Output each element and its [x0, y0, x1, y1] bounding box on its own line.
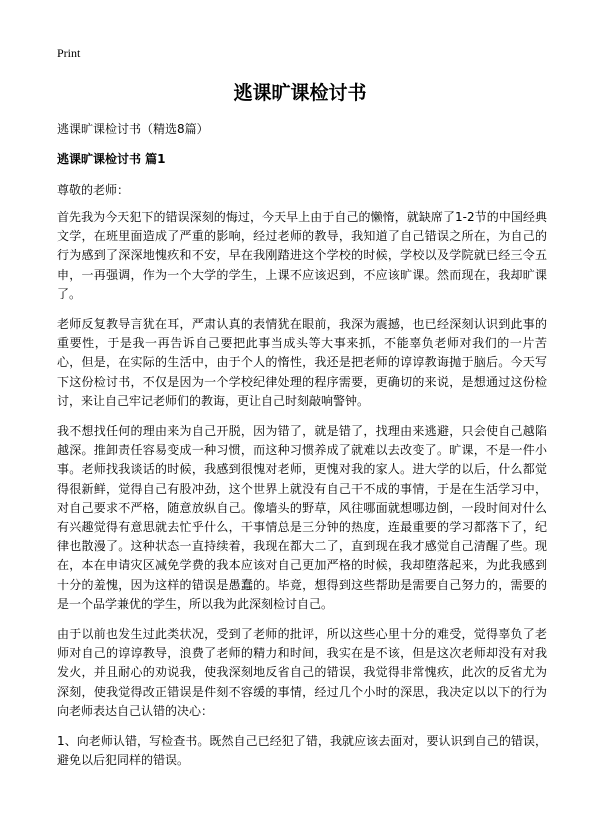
document-subtitle: 逃课旷课检讨书（精选8篇）	[57, 122, 209, 136]
paragraph: 老师反复教导言犹在耳，严肃认真的表情犹在眼前，我深为震撼，也已经深刻认识到此事的重要性，于是我一再告诉自己要把此事当成头等大事来抓，不能辜负老师对我们的一片苦心，但是，在实际的生活中，由于个人的惰性，我还是把老师的谆谆教诲抛于脑后。今天写下这份检讨书，不仅是因为一个学校纪律处理的程序需要，更确切的来说，是想通过这份检讨，来让自己牢记老师们的教诲，更让自己时刻敲响警钟。	[57, 317, 547, 408]
page-title: 逃课旷课检讨书	[233, 82, 367, 104]
section-heading: 逃课旷课检讨书 篇1	[57, 152, 166, 166]
print-link[interactable]: Print	[57, 46, 81, 60]
letter-body	[57, 208, 547, 781]
paragraph: 1、向老师认错，写检查书。既然自己已经犯了错，我就应该去面对，要认识到自己的错误，避免以后犯同样的错误。	[57, 734, 547, 768]
paragraph: 我不想找任何的理由来为自己开脱，因为错了，就是错了，找理由来逃避，只会使自己越陷越深。推卸责任容易变成一种习惯，而这种习惯养成了就难以去改变了。旷课，不是一件小事。老师找我谈话的时候，我感到很愧对老师，更愧对我的家人。进大学的以后，什么都觉得很新鲜，觉得自己有股冲劲，这个世界上就没有自己干不成的事情，于是在生活学习中，对自己要求不严格，随意放纵自己。像墙头的野草，风往哪面就想哪边倒，一段时间对什么有兴趣觉得有意思就去忙乎什么，干事情总是三分钟的热度，连最重要的学习都落下了，纪律也散漫了。这种状态一直持续着，我现在都大二了，直到现在我才感觉自己清醒了些。现在，本在申请灾区减免学费的我本应该对自己更加严格的时候，我却堕落起来，为此我感到十分的羞愧，因为这样的错误是愚蠢的。毕竟，想得到这些帮助是需要自己努力的，需要的是一个品学兼优的学生，所以我为此深刻检讨自己。	[57, 424, 547, 611]
salutation: 尊敬的老师：	[57, 183, 130, 197]
paragraph: 首先我为今天犯下的错误深刻的悔过，今天早上由于自己的懒惰，就缺席了1-2节的中国经典文学，在班里面造成了严重的影响，经过老师的教导，我知道了自己错误之所在，为自己的行为感到了深深地愧疚和不安，早在我刚踏进这个学校的时候，学校以及学院就已经三令五申，一再强调，作为一个大学的学生，上课不应该迟到，不应该旷课。然而现在，我却旷课了。	[57, 210, 547, 301]
paragraph: 由于以前也发生过此类状况，受到了老师的批评，所以这些心里十分的难受，觉得辜负了老师对自己的谆谆教导，浪费了老师的精力和时间，我实在是不该，但是这次老师却没有对我发火，并且耐心的劝说我，使我深刻地反省自己的错误，我觉得非常愧疚，此次的反省尤为深刻，使我觉得改正错误是件刻不容缓的事情，经过几个小时的深思，我决定以以下的行为向老师表达自己认错的决心：	[57, 627, 547, 718]
